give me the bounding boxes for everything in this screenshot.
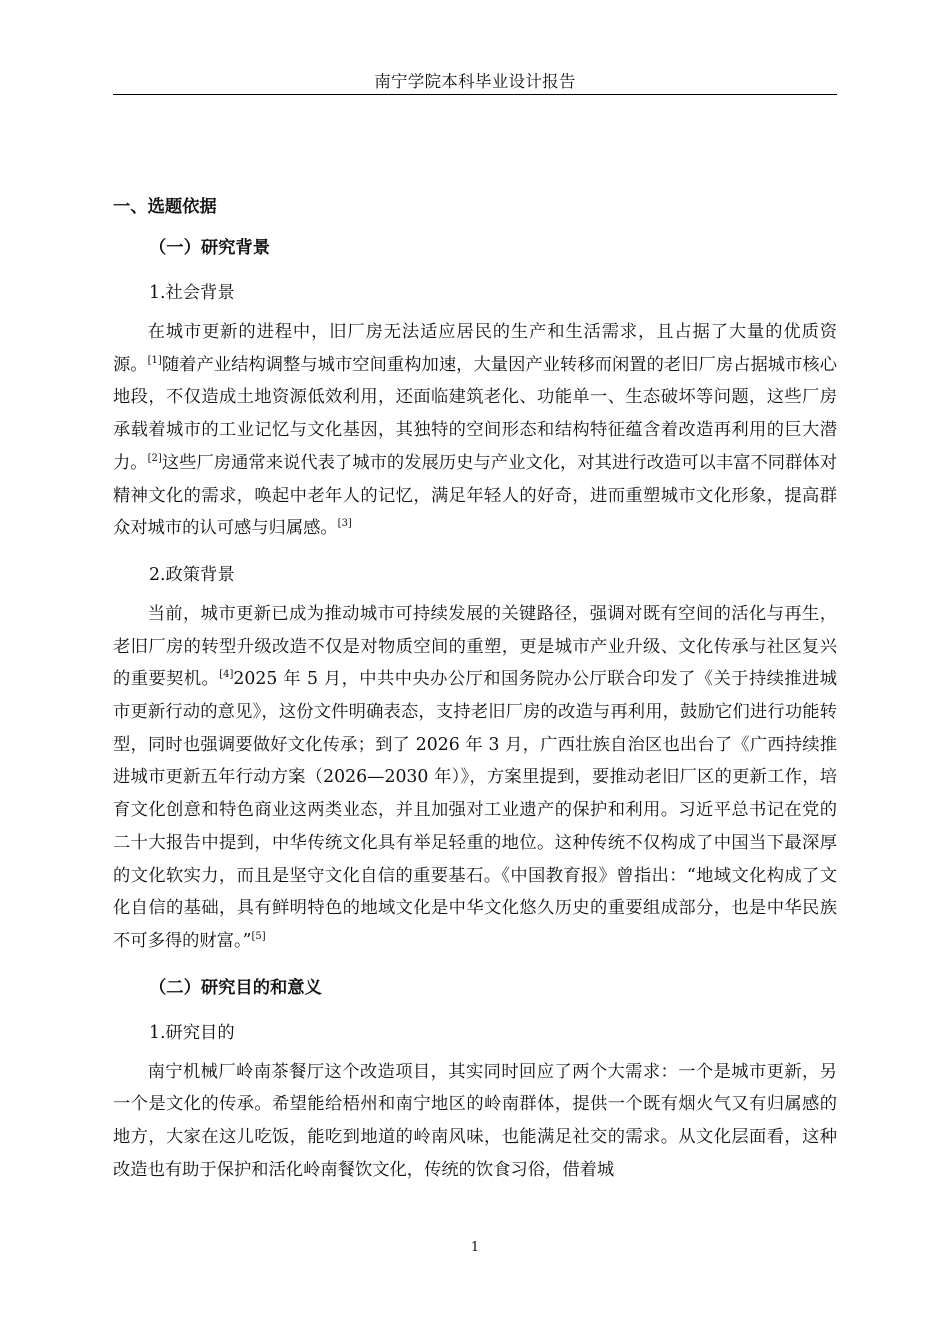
text-span: 2025 年 5 月，中共中央办公厅和国务院办公厅联合印发了《关于持续推进城市更新行动的意见》，这份文件明确表态，支持老旧厂房的改造与再利用，鼓励它们进行功能转型，同时也强调要做好文化传承；到了 2026 年 3 月，广西壮族自治区也出台了《广西持续推进城市更新五年行动方案（2026—2030 年）》，方案里提到，要推动老旧厂区的更新工作，培育文化创意和特色商业这两类业态，并且加强对工业遗产的保护和利用。习近平总书记在党的二十大报告中提到，中华传统文化具有举足轻重的地位。这种传统不仅构成了中国当下最深厚的文化软实力，而且是坚守文化自信的重要基石。《中国教育报》曾指出：“地域文化构成了文化自信的基础，具有鲜明特色的地域文化是中华文化悠久历史的重要组成部分，也是中华民族不可多得的财富。”: [113, 669, 837, 951]
subsection-heading-purpose: （二）研究目的和意义: [149, 977, 322, 998]
citation-1[interactable]: [1]: [147, 354, 162, 366]
paragraph-policy-background: [113, 598, 837, 958]
heading-research-purpose: 1.研究目的: [149, 1022, 235, 1043]
section-heading: 一、选题依据: [113, 197, 217, 217]
text-span: 在城市更新的进程中，旧厂房无法适应居民的生产和生活需求，且占据了大量的优质资源。: [113, 322, 837, 375]
text-span: 当前，城市更新已成为推动城市可持续发展的关键路径，强调对既有空间的活化与再生，老旧厂房的转型升级改造不仅是对物质空间的重塑，更是城市产业升级、文化传承与社区复兴的重要契机。: [113, 603, 837, 690]
heading-social-background: 1.社会背景: [149, 283, 235, 303]
text-span: 这些厂房通常来说代表了城市的发展历史与产业文化，对其进行改造可以丰富不同群体对精神文化的需求，唤起中老年人的记忆，满足年轻人的好奇，进而重塑城市文化形象，提高群众对城市的认可感与归属感。: [113, 452, 837, 539]
page-number: 1: [470, 1240, 480, 1255]
citation-3[interactable]: [3]: [337, 518, 352, 530]
text-span: 南宁机械厂岭南茶餐厅这个改造项目，其实同时回应了两个大需求：一个是城市更新，另一个是文化的传承。希望能给梧州和南宁地区的岭南群体，提供一个既有烟火气又有归属感的地方，大家在这儿吃饭，能吃到地道的岭南风味，也能满足社交的需求。从文化层面看，这种改造也有助于保护和活化岭南餐饮文化，传统的饮食习俗，借着城: [113, 1061, 837, 1180]
citation-4[interactable]: [4]: [219, 669, 234, 681]
citation-5[interactable]: [5]: [251, 930, 266, 942]
header-divider: [113, 94, 837, 95]
subsection-heading-background: （一）研究背景: [149, 238, 270, 258]
heading-policy-background: 2.政策背景: [149, 564, 235, 585]
citation-2[interactable]: [2]: [147, 452, 162, 464]
paragraph-social-background: [113, 316, 837, 545]
text-span: 随着产业结构调整与城市空间重构加速，大量因产业转移而闲置的老旧厂房占据城市核心地段，不仅造成土地资源低效利用，还面临建筑老化、功能单一、生态破坏等问题，这些厂房承载着城市的工业记忆与文化基因，其独特的空间形态和结构特征蕴含着改造再利用的巨大潜力。: [113, 354, 837, 473]
running-header: 南宁学院本科毕业设计报告: [374, 72, 576, 91]
paragraph-research-purpose: [113, 1056, 837, 1187]
document-body: [113, 188, 837, 1186]
